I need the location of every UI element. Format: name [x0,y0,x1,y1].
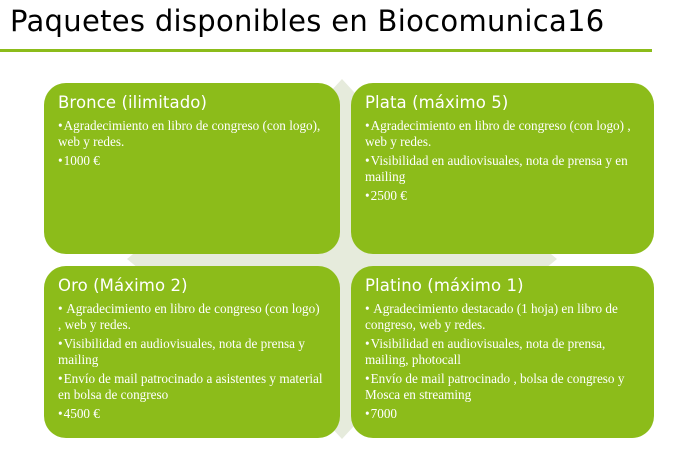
list-item: • Visibilidad en audiovisuales, nota de prensa y mailing [58,336,326,367]
list-item: • Agradecimiento en libro de congreso (con logo), web y redes. [58,118,326,149]
package-price: • 4500 € [58,406,326,422]
package-benefits-list [58,301,326,422]
list-item: • Agradecimiento en libro de congreso (con logo) , web y redes. [365,118,640,149]
package-benefits-list [365,118,640,204]
package-price: • 7000 [365,406,640,422]
package-card-bronce [44,83,340,254]
package-benefits-list [365,301,640,422]
package-card-oro [44,266,340,438]
package-title: Bronce (ilimitado) [58,93,207,112]
list-item: • Visibilidad en audiovisuales, nota de prensa y en mailing [365,153,640,184]
package-title: Plata (máximo 5) [365,93,509,112]
page-title: Paquetes disponibles en Biocomunica16 [10,4,605,38]
package-title: Platino (máximo 1) [365,276,524,295]
package-title: Oro (Máximo 2) [58,276,188,295]
list-item: • Agradecimiento en libro de congreso (con logo) , web y redes. [58,301,326,332]
list-item: • Envío de mail patrocinado , bolsa de congreso y Mosca en streaming [365,371,640,402]
package-benefits-list [58,118,326,169]
package-price: • 2500 € [365,188,640,204]
package-price: • 1000 € [58,153,326,169]
package-card-plata [351,83,654,254]
list-item: • Envío de mail patrocinado a asistentes y material en bolsa de congreso [58,371,326,402]
list-item: • Visibilidad en audiovisuales, nota de prensa, mailing, photocall [365,336,640,367]
list-item: • Agradecimiento destacado (1 hoja) en libro de congreso, web y redes. [365,301,640,332]
title-divider [0,49,652,52]
package-card-platino [351,266,654,438]
